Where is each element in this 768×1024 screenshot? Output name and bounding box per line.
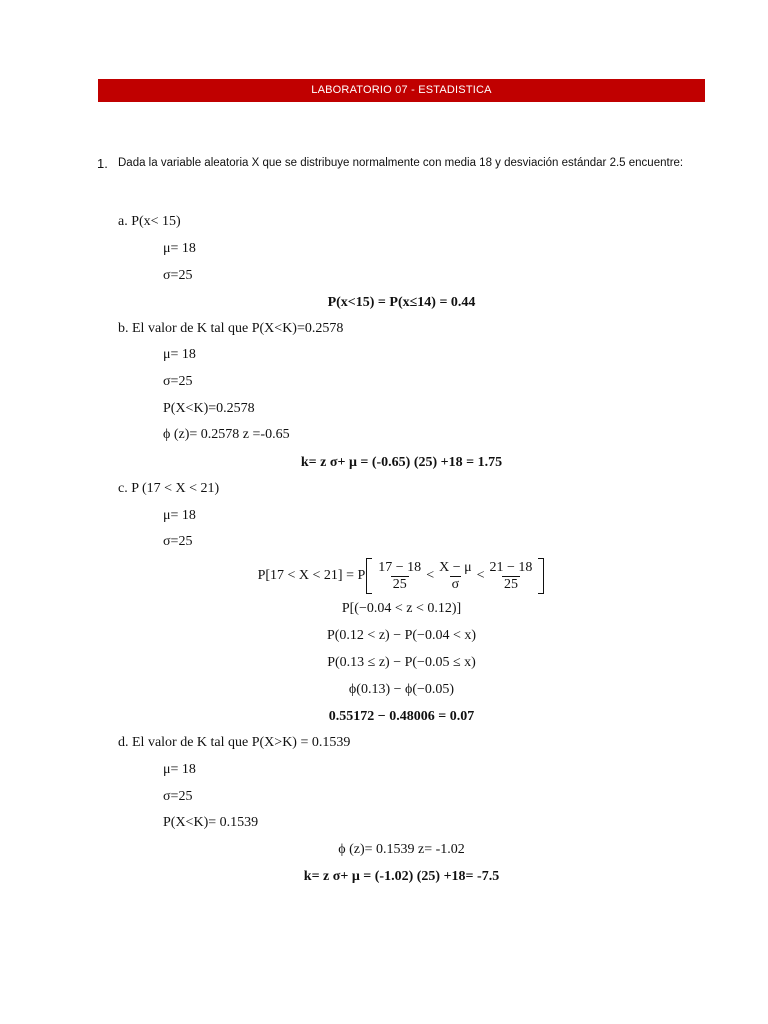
part-b-sigma: σ=25 [163, 374, 193, 389]
part-a-sigma: σ=25 [163, 268, 193, 283]
question-text: Dada la variable aleatoria X que se distribuye normalmente con media 18 y desviación estándar 2.5 encuentre: [118, 157, 684, 169]
part-d-sigma: σ=25 [163, 789, 193, 804]
part-b-phi: ϕ (z)= 0.2578 z =-0.65 [163, 427, 290, 442]
left-bracket [366, 558, 372, 594]
fraction-standard-denominator: σ [451, 576, 460, 592]
part-c-step-1: P[(−0.04 < z < 0.12)] [341, 601, 462, 616]
fraction-upper-denominator: 25 [503, 576, 518, 592]
part-c-step-3: P(0.13 ≤ z) − P(−0.05 ≤ x) [327, 655, 476, 670]
part-b-mu: μ= 18 [163, 347, 196, 362]
part-a-label: a. P(x< 15) [118, 214, 181, 229]
fraction-upper-numerator: 21 − 18 [489, 559, 533, 575]
less-than-sign: < [476, 568, 485, 583]
fraction-standard [437, 560, 474, 593]
less-than-sign: < [426, 568, 435, 583]
part-b-result: k= z σ+ μ = (-0.65) (25) +18 = 1.75 [300, 455, 503, 470]
part-c-label: c. P (17 < X < 21) [118, 481, 220, 496]
part-b-label: b. El valor de K tal que P(X<K)=0.2578 [118, 321, 344, 336]
part-c-step-4: ϕ(0.13) − ϕ(−0.05) [348, 682, 455, 697]
part-d-phi: ϕ (z)= 0.1539 z= -1.02 [338, 842, 465, 857]
formula-lhs: P[17 < X < 21] = P [257, 568, 366, 583]
part-d-result: k= z σ+ μ = (-1.02) (25) +18= -7.5 [303, 869, 500, 884]
part-a-mu: μ= 18 [163, 241, 196, 256]
fraction-lower-numerator: 17 − 18 [378, 559, 422, 575]
question-number: 1. [97, 156, 108, 171]
part-c-result: 0.55172 − 0.48006 = 0.07 [328, 709, 475, 724]
fraction-standard-numerator: X − μ [439, 559, 472, 575]
fraction-lower-denominator: 25 [392, 576, 407, 592]
part-c-mu: μ= 18 [163, 508, 196, 523]
part-d-label: d. El valor de K tal que P(X>K) = 0.1539 [118, 735, 351, 750]
document-header-banner: LABORATORIO 07 - ESTADISTICA [98, 79, 705, 102]
fraction-upper [488, 560, 535, 593]
part-b-probability: P(X<K)=0.2578 [163, 401, 255, 416]
right-bracket [538, 558, 544, 594]
part-a-result: P(x<15) = P(x≤14) = 0.44 [327, 295, 476, 310]
part-c-standardization-formula [98, 556, 705, 596]
fraction-lower [376, 560, 423, 593]
part-c-step-2: P(0.12 < z) − P(−0.04 < x) [326, 628, 477, 643]
part-d-probability: P(X<K)= 0.1539 [163, 815, 259, 830]
part-c-sigma: σ=25 [163, 534, 193, 549]
part-d-mu: μ= 18 [163, 762, 196, 777]
